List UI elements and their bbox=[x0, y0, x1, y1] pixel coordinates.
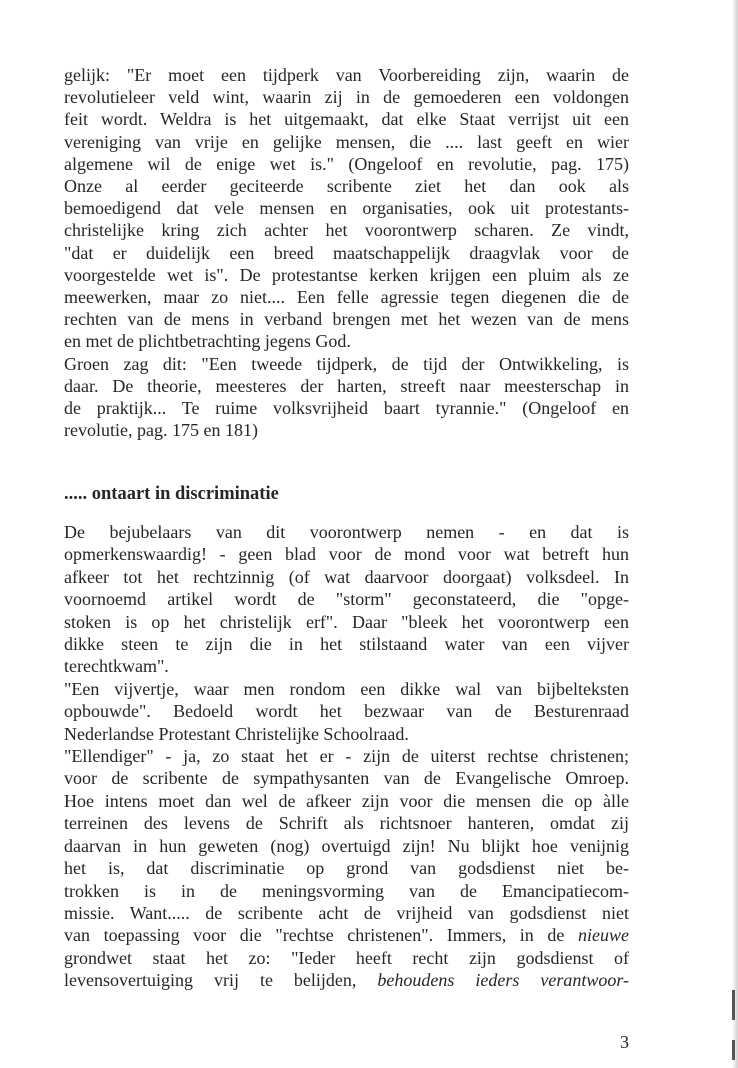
text-line: voornoemd artikel wordt de "storm" geconstateerd, die "opge- bbox=[64, 589, 629, 610]
text-line: Hoe intens moet dan wel de afkeer zijn voor die mensen die op àlle bbox=[64, 790, 629, 811]
text-line: De bejubelaars van dit voorontwerp nemen - en dat is bbox=[64, 522, 629, 542]
text-line: het is, dat discriminatie op grond van godsdienst niet be- bbox=[64, 858, 629, 879]
text-line: gelijk: "Er moet een tijdperk van Voorbereiding zijn, waarin de bbox=[64, 65, 629, 85]
text-line: vereniging van vrije en gelijke mensen, die .... last geeft en wier bbox=[64, 131, 629, 152]
text-line: daarvan in hun geweten (nog) overtuigd zijn! Nu blijkt hoe venijnig bbox=[64, 835, 629, 856]
text-line: dikke steen te zijn die in het stilstaand water van een vijver bbox=[64, 634, 629, 655]
text-line: afkeer tot het rechtzinnig (of wat daarvoor doorgaat) volksdeel. In bbox=[64, 566, 629, 587]
text-line: stoken is op het christelijk erf". Daar "bleek het voorontwerp een bbox=[64, 611, 629, 632]
text-line: opbouwde". Bedoeld wordt het bezwaar van de Besturenraad bbox=[64, 701, 629, 722]
text-line: terechtkwam". bbox=[64, 656, 169, 677]
scan-edge-mark bbox=[732, 990, 735, 1020]
text-line: opmerkenswaardig! - geen blad voor de mond voor wat betreft hun bbox=[64, 544, 629, 565]
text-line: missie. Want..... de scribente acht de vrijheid van godsdienst niet bbox=[64, 902, 629, 923]
text-line: voor de scribente de sympathysanten van de Evangelische Omroep. bbox=[64, 768, 629, 789]
text-line: "Een vijvertje, waar men rondom een dikke wal van bijbelteksten bbox=[64, 678, 629, 699]
text-line: levensovertuiging vrij te belijden, behoudens ieders verantwoor- bbox=[64, 970, 630, 991]
text-line: revolutieleer veld wint, waarin zij in de gemoederen een voldongen bbox=[64, 87, 629, 108]
body-text-section-2 bbox=[64, 521, 629, 992]
text-line: voorgestelde wet is". De protestantse kerken krijgen een pluim als ze bbox=[64, 264, 629, 285]
text-line: daar. De theorie, meesteres der harten, streeft naar meesterschap in bbox=[64, 375, 629, 396]
section-heading: ..... ontaart in discriminatie bbox=[64, 484, 279, 504]
text-line: meewerken, maar zo niet.... Een felle agressie tegen diegenen die de bbox=[64, 287, 629, 308]
text-line: Onze al eerder geciteerde scribente ziet het dan ook als bbox=[64, 176, 629, 197]
text-line: rechten van de mens in verband brengen met het wezen van de mens bbox=[64, 309, 629, 330]
text-line: algemene wil de enige wet is." (Ongeloof en revolutie, pag. 175) bbox=[64, 153, 629, 174]
text-line: "dat er duidelijk een breed maatschappelijk draagvlak voor de bbox=[64, 242, 629, 263]
text-line: feit wordt. Weldra is het uitgemaakt, dat elke Staat verrijst uit een bbox=[64, 109, 629, 130]
text-line: trokken is in de meningsvorming van de Emancipatiecom- bbox=[64, 880, 629, 901]
page-edge-shadow bbox=[732, 0, 738, 1068]
text-line: Nederlandse Protestant Christelijke Schoolraad. bbox=[64, 723, 409, 744]
text-line: Groen zag dit: "Een tweede tijdperk, de tijd der Ontwikkeling, is bbox=[64, 353, 629, 374]
text-line: terreinen des levens de Schrift als richtsnoer hanteren, omdat zij bbox=[64, 813, 629, 834]
text-line: de praktijk... Te ruime volksvrijheid baart tyrannie." (Ongeloof en bbox=[64, 398, 629, 419]
text-line: grondwet staat het zo: "Ieder heeft recht zijn godsdienst of bbox=[64, 947, 629, 968]
text-line: en met de plichtbetrachting jegens God. bbox=[64, 331, 351, 352]
body-text-section-1 bbox=[64, 64, 629, 441]
text-line: van toepassing voor die "rechtse christenen". Immers, in de nieuwe bbox=[64, 925, 629, 946]
text-line: bemoedigend dat vele mensen en organisaties, ook uit protestants- bbox=[64, 198, 629, 219]
text-line: christelijke kring zich achter het voorontwerp scharen. Ze vindt, bbox=[64, 220, 629, 241]
scan-edge-mark bbox=[732, 1040, 735, 1060]
text-line: revolutie, pag. 175 en 181) bbox=[64, 420, 258, 441]
page-number: 3 bbox=[620, 1032, 629, 1052]
text-line: "Ellendiger" - ja, zo staat het er - zijn de uiterst rechtse christenen; bbox=[64, 746, 629, 767]
